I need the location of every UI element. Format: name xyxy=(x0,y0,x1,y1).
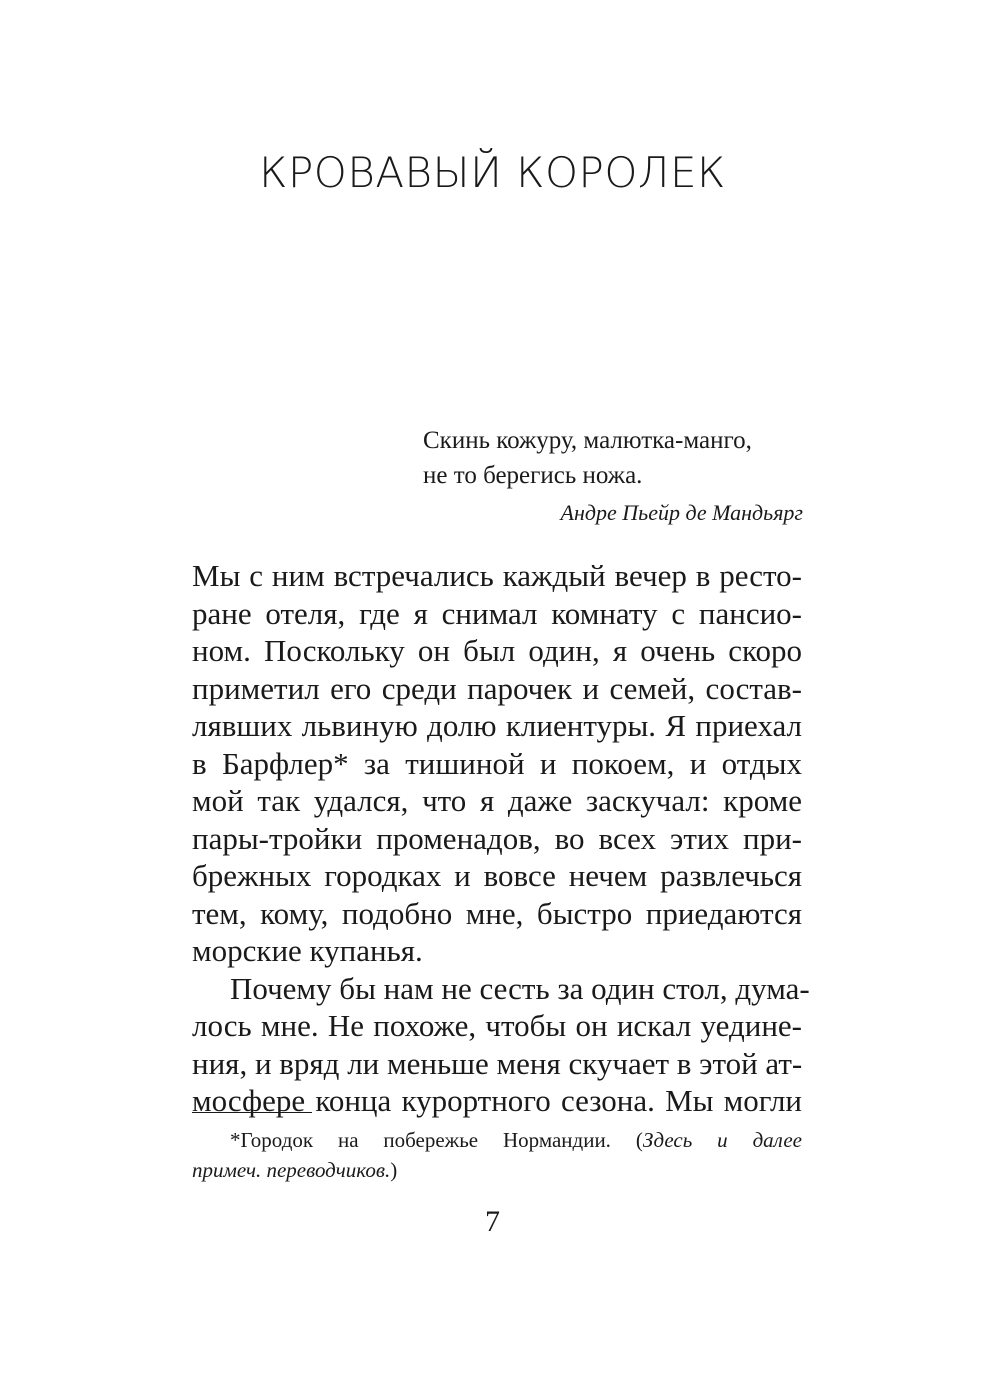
footnote-text: Городок на побережье Нормандии. xyxy=(240,1128,611,1152)
page-number: 7 xyxy=(485,1205,500,1238)
text-line: тем, кому, подобно мне, быстро приедаются xyxy=(192,895,802,931)
footnote-note-close: ) xyxy=(390,1158,398,1182)
footnote-divider xyxy=(192,1112,312,1113)
text-line: лось мне. Не похоже, чтобы он искал уедине- xyxy=(192,1008,802,1043)
text-line: мосфере конца курортного сезона. Мы могли xyxy=(192,1083,802,1118)
footnote-note-open: ( xyxy=(635,1128,643,1152)
text-line: морские купанья. xyxy=(192,933,423,968)
text-line: Мы с ним встречались каждый вечер в ресто- xyxy=(192,558,802,593)
epigraph xyxy=(423,423,803,528)
text-line: лявших львиную долю клиентуры. Я приехал xyxy=(192,708,802,743)
body-text xyxy=(192,557,810,1120)
text-line: брежных городках и вовсе нечем развлечься xyxy=(192,858,802,893)
text-line: ном. Поскольку он был один, я очень скоро xyxy=(192,633,802,668)
chapter-title: КРОВАВЫЙ КОРОЛЕК xyxy=(259,148,726,197)
text-line: пары-тройки променадов, во всех этих при- xyxy=(192,820,802,856)
footnote-marker: * xyxy=(230,1128,241,1152)
footnote-line xyxy=(192,1155,802,1185)
epigraph-line: Скинь кожуру, малютка-манго, xyxy=(423,427,752,454)
footnote-note-italic: Здесь и далее xyxy=(642,1128,803,1152)
text-line: мой так удался, что я даже заскучал: кроме xyxy=(192,783,802,818)
epigraph-line: не то берегись ножа. xyxy=(423,462,643,489)
text-line: в Барфлер* за тишиной и покоем, и отдых xyxy=(192,745,802,781)
text-line: приметил его среди парочек и семей, состав- xyxy=(192,670,802,706)
footnote xyxy=(192,1125,802,1185)
epigraph-author: Андре Пьейр де Мандьярг xyxy=(560,500,803,525)
text-line: ране отеля, где я снимал комнату с пансио- xyxy=(192,595,802,631)
footnote-line xyxy=(192,1125,802,1155)
text-line: Почему бы нам не сесть за один стол, дума- xyxy=(230,970,810,1006)
footnote-note-italic: примеч. переводчиков. xyxy=(192,1158,391,1182)
text-line: ния, и вряд ли меньше меня скучает в этой ат- xyxy=(192,1045,803,1081)
